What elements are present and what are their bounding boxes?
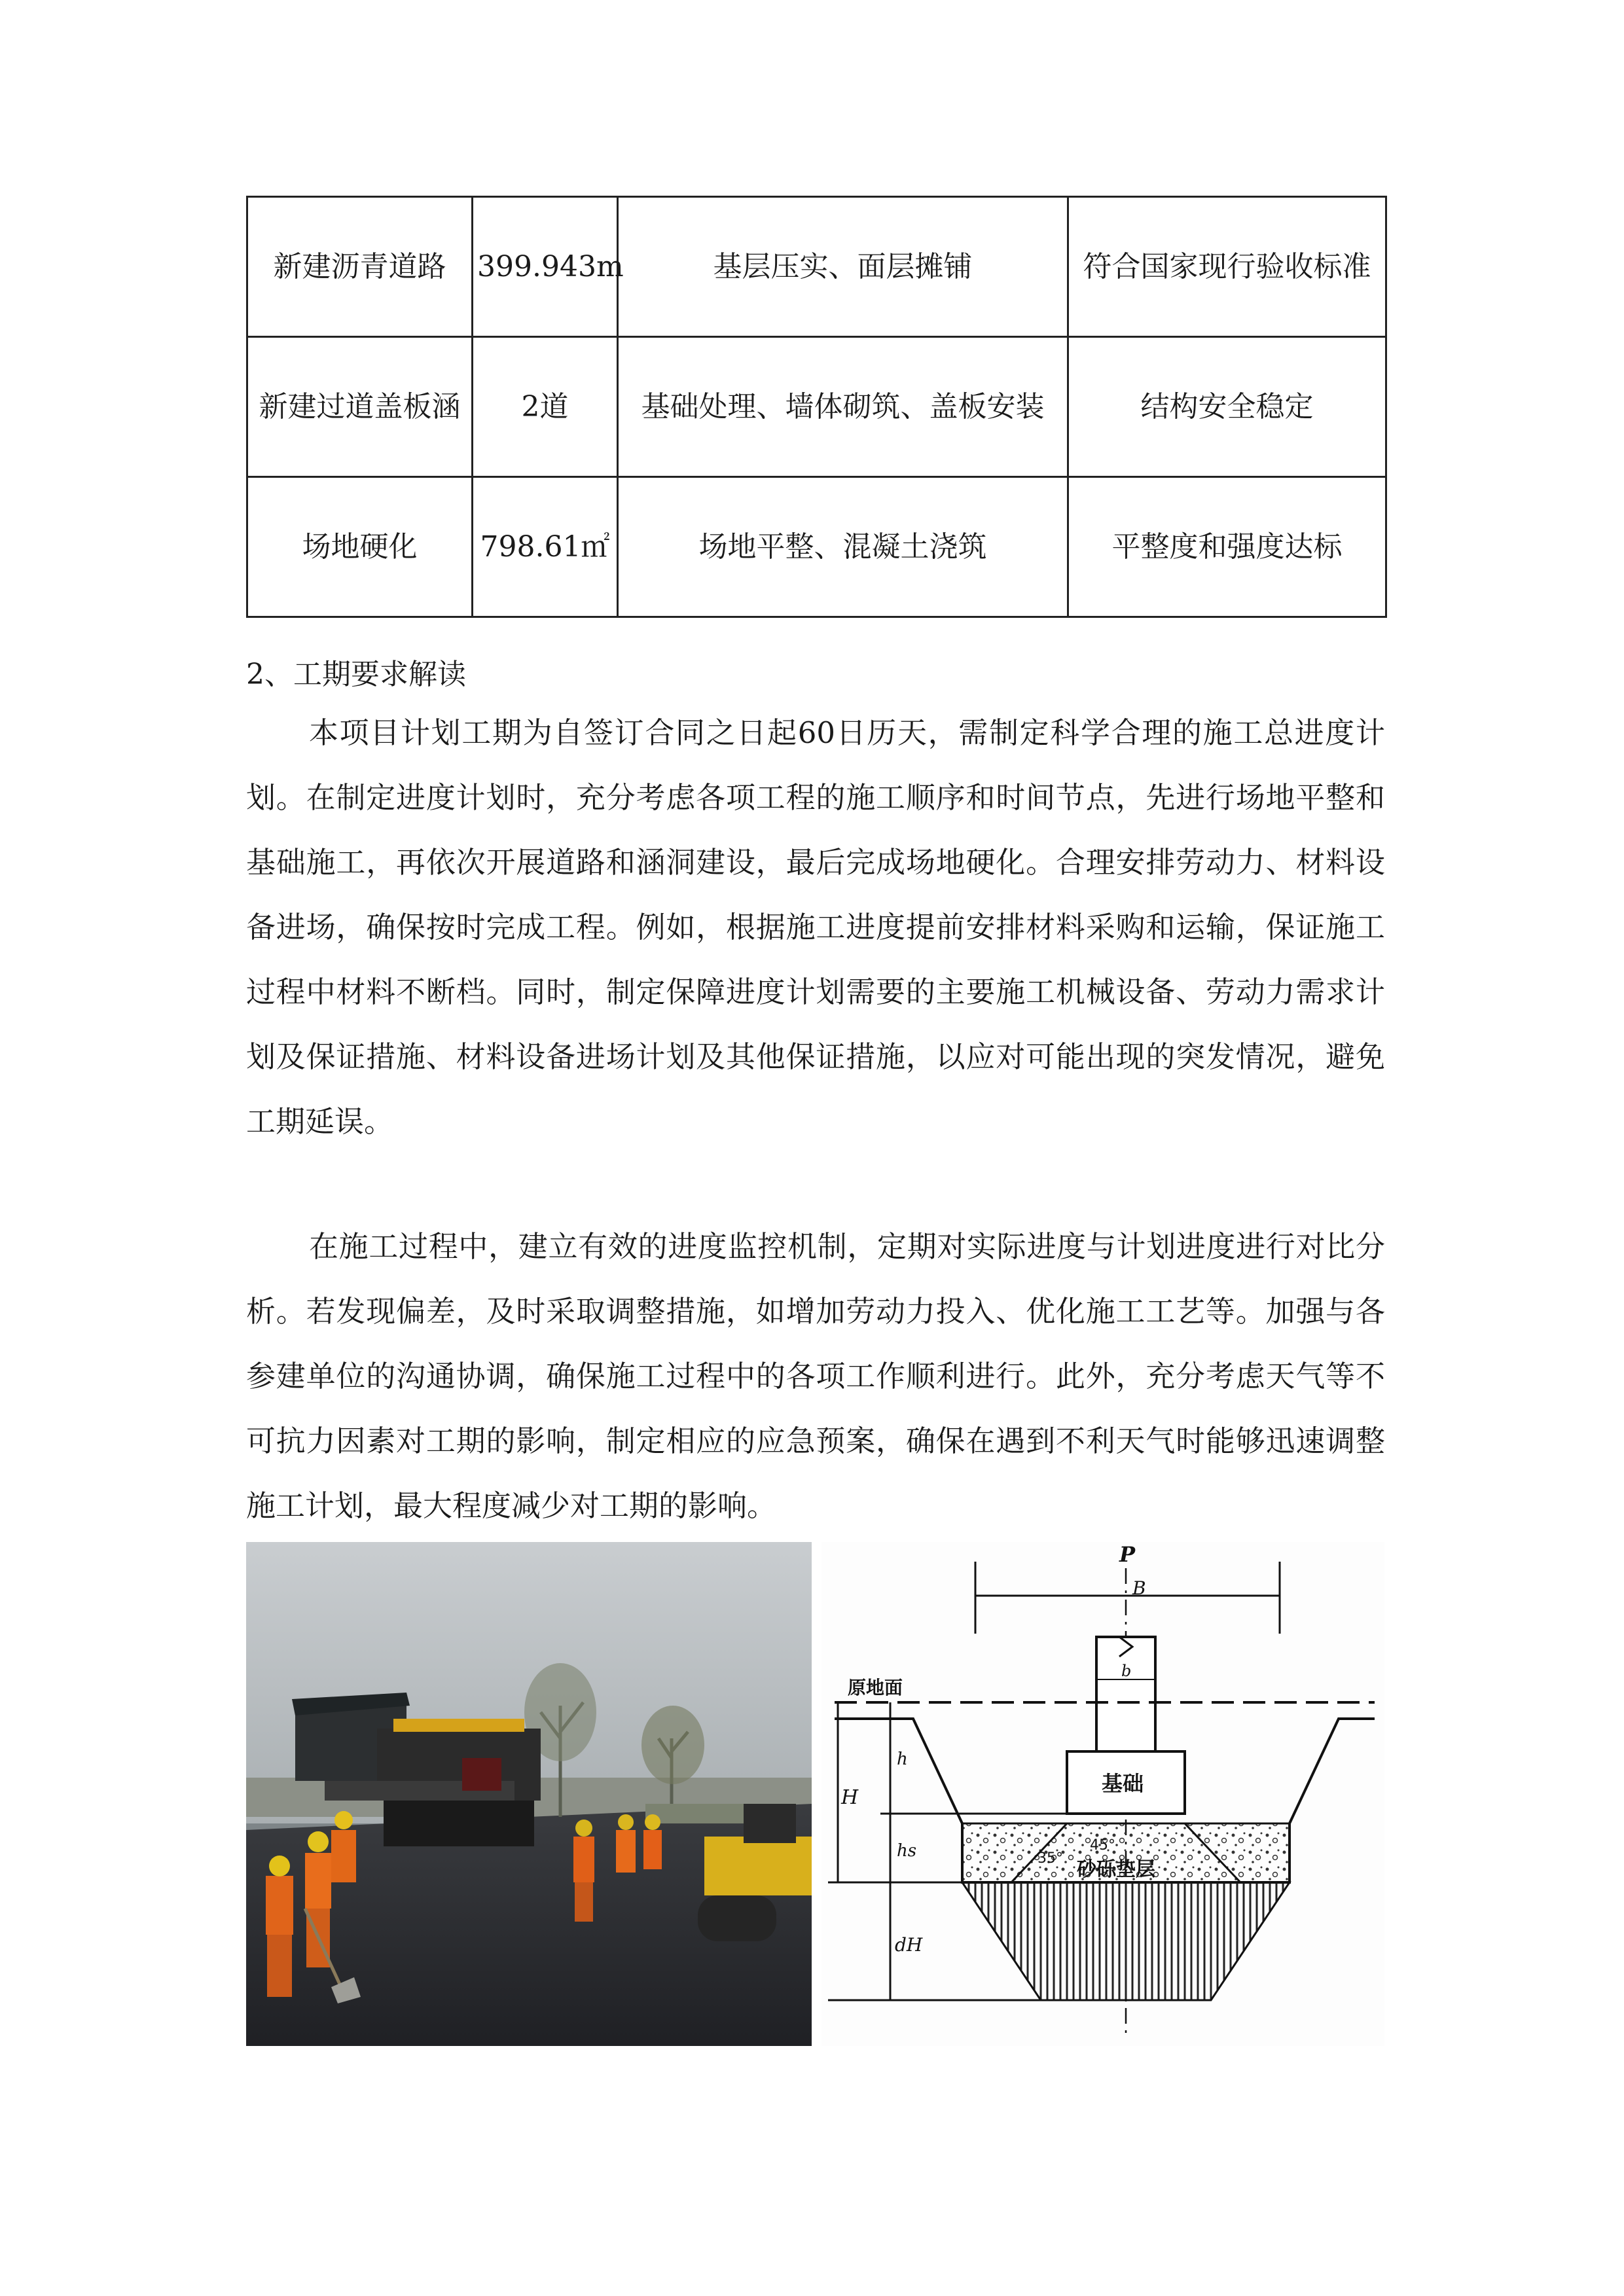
foundation-label: 基础 <box>1102 1771 1144 1796</box>
embed-label: h <box>897 1749 908 1769</box>
depth-label: H <box>841 1786 859 1809</box>
paving-photo <box>246 1542 812 2046</box>
project-spec-table <box>246 196 1387 618</box>
table-cell: 符合国家现行验收标准 <box>1068 197 1386 337</box>
lower-label: dH <box>895 1934 923 1956</box>
table-cell: 基础处理、墙体砌筑、盖板安装 <box>618 337 1068 477</box>
angle-label: 45° <box>1090 1837 1115 1854</box>
table-cell: 结构安全稳定 <box>1068 337 1386 477</box>
body-paragraph: 本项目计划工期为自签订合同之日起60日历天，需制定科学合理的施工总进度计划。在制定进度计划时，充分考虑各项工程的施工顺序和时间节点，先进行场地平整和基础施工，再依次开展道路和涵洞建设，最后完成场地硬化。合理安排劳动力、材料设备进场，确保按时完成工程。例如，根据施工进度提前安排材料采购和运输，保证施工过程中材料不断档。同时，制定保障进度计划需要的主要施工机械设备、劳动力需求计划及保证措施、材料设备进场计划及其他保证措施，以应对可能出现的突发情况，避免工期延误。 <box>246 715 1385 1139</box>
table-cell: 场地硬化 <box>247 477 473 617</box>
table-cell: 场地平整、混凝土浇筑 <box>618 477 1068 617</box>
table-row <box>247 337 1386 477</box>
table-cell: 新建沥青道路 <box>247 197 473 337</box>
angle-label: 35° <box>1038 1850 1063 1867</box>
table-cell: 平整度和强度达标 <box>1068 477 1386 617</box>
table-cell: 2道 <box>473 337 618 477</box>
cushion-label: 砂砾垫层 <box>1077 1858 1155 1881</box>
load-label: P <box>1119 1542 1136 1567</box>
table-row <box>247 197 1386 337</box>
cushion-thickness-label: hs <box>897 1841 917 1861</box>
table-cell: 798.61㎡ <box>473 477 618 617</box>
footing-width-label: b <box>1121 1662 1132 1680</box>
ground-label: 原地面 <box>848 1677 903 1698</box>
width-label: B <box>1132 1577 1146 1599</box>
section-heading: 2、工期要求解读 <box>246 658 466 691</box>
body-paragraph: 在施工过程中，建立有效的进度监控机制，定期对实际进度与计划进度进行对比分析。若发现偏差，及时采取调整措施，如增加劳动力投入、优化施工工艺等。加强与各参建单位的沟通协调，确保施工过程中的各项工作顺利进行。此外，充分考虑天气等不可抗力因素对工期的影响，制定相应的应急预案，确保在遇到不利天气时能够迅速调整施工计划，最大程度减少对工期的影响。 <box>246 1229 1385 1523</box>
table-cell: 基层压实、面层摊铺 <box>618 197 1068 337</box>
table-cell: 399.943m <box>473 197 618 337</box>
table-cell: 新建过道盖板涵 <box>247 337 473 477</box>
table-row <box>247 477 1386 617</box>
foundation-cushion-diagram <box>821 1542 1384 2046</box>
